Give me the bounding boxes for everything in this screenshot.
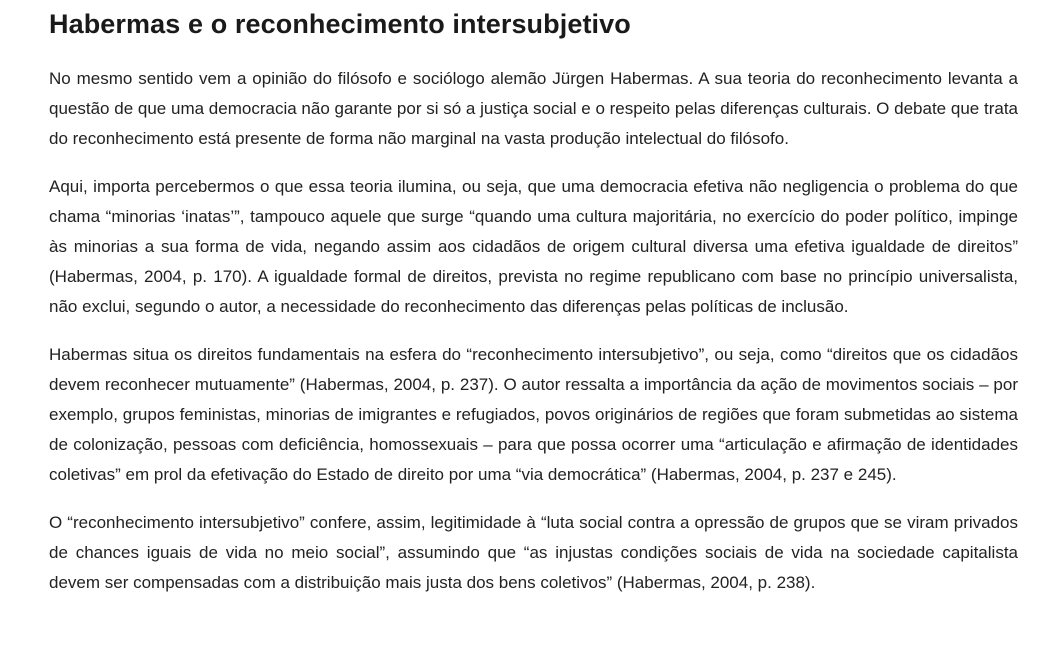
paragraph-1: No mesmo sentido vem a opinião do filósofo e sociólogo alemão Jürgen Habermas. A sua teoria do reconhecimento levanta a questão de que uma democracia não garante por si só a justiça social e o respeito pelas diferenças culturais. O debate que trata do reconhecimento está presente de forma não marginal na vasta produção intelectual do filósofo. [49,69,1018,148]
paragraph-2: Aqui, importa percebermos o que essa teoria ilumina, ou seja, que uma democracia efetiva não negligencia o problema do que chama “minorias ‘inatas’”, tampouco aquele que surge “quando uma cultura majoritária, no exercício do poder político, impinge às minorias a sua forma de vida, negando assim aos cidadãos de origem cultural diversa uma efetiva igualdade de direitos” (Habermas, 2004, p. 170). A igualdade formal de direitos, prevista no regime republicano com base no princípio universalista, não exclui, segundo o autor, a necessidade do reconhecimento das diferenças pelas políticas de inclusão. [49,177,1018,316]
article-heading: Habermas e o reconhecimento intersubjetivo [49,9,631,39]
paragraph-4: O “reconhecimento intersubjetivo” confere, assim, legitimidade à “luta social contra a opressão de grupos que se viram privados de chances iguais de vida no meio social”, assumindo que “as injustas condições sociais de vida na sociedade capitalista devem ser compensadas com a distribuição mais justa dos bens coletivos” (Habermas, 2004, p. 238). [49,513,1018,592]
article-body [49,0,1018,598]
paragraph-3: Habermas situa os direitos fundamentais na esfera do “reconhecimento intersubjetivo”, ou seja, como “direitos que os cidadãos devem reconhecer mutuamente” (Habermas, 2004, p. 237). O autor ressalta a importância da ação de movimentos sociais – por exemplo, grupos feministas, minorias de imigrantes e refugiados, povos originários de regiões que foram submetidas ao sistema de colonização, pessoas com deficiência, homossexuais – para que possa ocorrer uma “articulação e afirmação de identidades coletivas” em prol da efetivação do Estado de direito por uma “via democrática” (Habermas, 2004, p. 237 e 245). [49,345,1018,484]
